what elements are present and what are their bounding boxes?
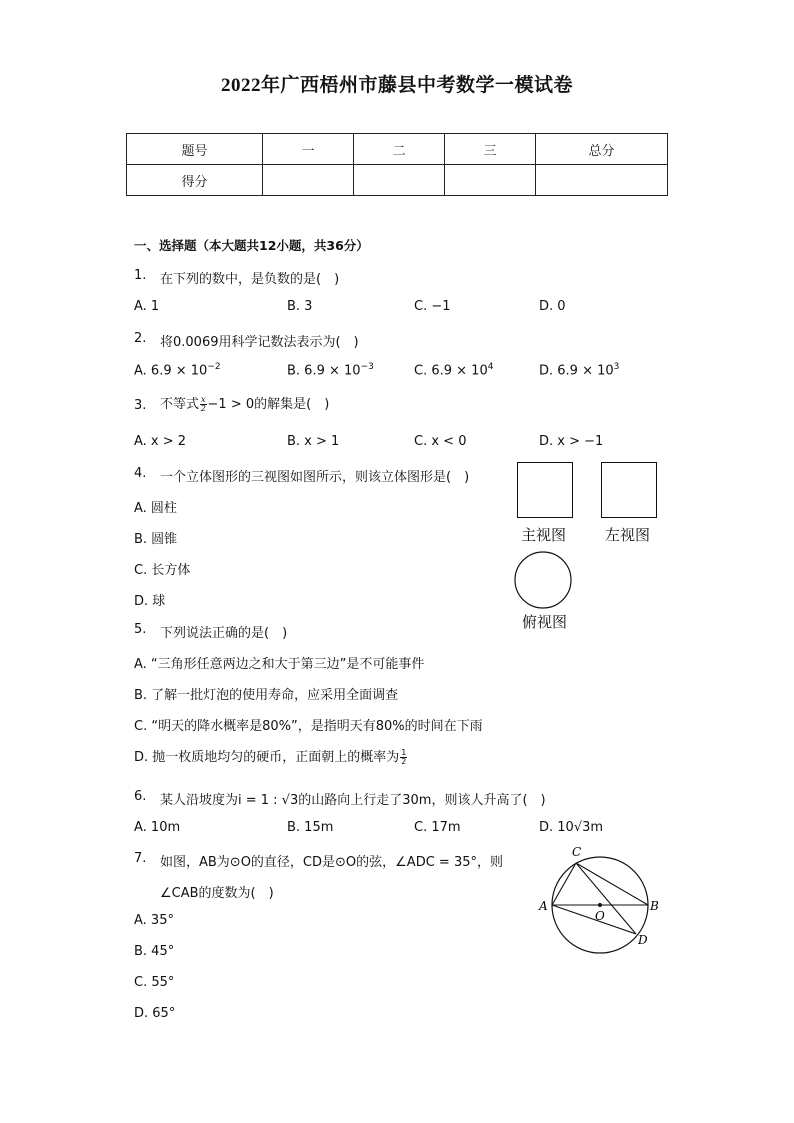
point-d-label: D (638, 933, 648, 947)
q7-option-b: B. 45° (134, 944, 175, 959)
q4-stem: 一个立体图形的三视图如图所示，则该立体图形是( ) (160, 470, 470, 485)
q4-option-d: D. 球 (134, 594, 166, 609)
center-dot (598, 903, 602, 907)
q1-option-a: A. 1 (134, 299, 160, 314)
q3-fraction-denominator: 2 (200, 404, 206, 413)
score-input-cell[interactable] (263, 165, 354, 196)
point-c-label: C (572, 845, 582, 859)
q5-option-d (134, 746, 408, 766)
q7-stem-line2: ∠CAB的度数为( ) (160, 886, 274, 901)
score-table-header-row (127, 134, 668, 165)
point-a-label: A (539, 899, 548, 913)
top-view-label: 俯视图 (522, 613, 568, 631)
q3-fraction-numerator: x (201, 395, 206, 404)
q5-stem: 下列说法正确的是( ) (160, 626, 288, 641)
score-header-cell: 总分 (536, 134, 668, 165)
left-view-square (601, 462, 657, 518)
score-input-cell[interactable] (536, 165, 668, 196)
q1-number: 1. (134, 268, 147, 283)
q5-d-numerator: 1 (401, 748, 407, 757)
q2-option-a (134, 362, 221, 378)
q5-d-text: D. 抛一枚质地均匀的硬币，正面朝上的概率为 (134, 750, 400, 765)
point-o-label: O (595, 909, 605, 923)
front-view-square (517, 462, 573, 518)
q1-option-b: B. 3 (287, 299, 313, 314)
q6-stem: 某人沿坡度为i = 1 : √3的山路向上行走了30m，则该人升高了( ) (160, 793, 546, 808)
q7-option-a: A. 35° (134, 913, 174, 928)
q5-option-b: B. 了解一批灯泡的使用寿命，应采用全面调查 (134, 688, 399, 703)
q2-b-exponent: −3 (360, 362, 374, 372)
q2-option-c (414, 362, 493, 378)
score-header-cell: 一 (263, 134, 354, 165)
top-view-circle (512, 549, 574, 611)
q1-stem: 在下列的数中，是负数的是( ) (160, 272, 340, 287)
q7-stem-line1: 如图，AB为⊙O的直径，CD是⊙O的弦，∠ADC = 35°，则 (160, 855, 503, 870)
score-input-cell[interactable] (445, 165, 536, 196)
q5-number: 5. (134, 622, 147, 637)
point-b-label: B (650, 899, 659, 913)
q2-c-exponent: 4 (487, 362, 494, 372)
score-table (126, 133, 668, 196)
q6-option-a: A. 10m (134, 820, 181, 835)
section-heading: 一、选择题（本大题共12小题，共36分） (134, 238, 369, 253)
q2-d-exponent: 3 (613, 362, 620, 372)
score-header-cell: 题号 (127, 134, 263, 165)
front-view-label: 主视图 (521, 526, 567, 544)
score-table-score-row (127, 165, 668, 196)
left-view-label: 左视图 (605, 526, 651, 544)
q5-option-a: A. “三角形任意两边之和大于第三边”是不可能事件 (134, 657, 425, 672)
q7-option-d: D. 65° (134, 1006, 176, 1021)
chord-ac (552, 863, 576, 905)
q2-b-base: B. 6.9 × 10 (287, 363, 361, 379)
score-header-cell: 二 (354, 134, 445, 165)
q2-stem: 将0.0069用科学记数法表示为( ) (160, 335, 359, 350)
q6-option-c: C. 17m (414, 820, 461, 835)
q2-a-exponent: −2 (207, 362, 221, 372)
score-header-cell: 三 (445, 134, 536, 165)
q3-fraction (200, 396, 207, 413)
q4-option-a: A. 圆柱 (134, 501, 177, 516)
q3-number: 3. (134, 398, 147, 413)
q3-option-d: D. x > −1 (539, 434, 604, 449)
page-title: 2022年广西梧州市藤县中考数学一模试卷 (220, 75, 573, 96)
q4-number: 4. (134, 466, 147, 481)
q1-option-d: D. 0 (539, 299, 566, 314)
q7-option-c: C. 55° (134, 975, 175, 990)
q2-option-d (539, 362, 619, 378)
q3-option-b: B. x > 1 (287, 434, 340, 449)
q5-d-fraction (400, 749, 407, 766)
q3-option-a: A. x > 2 (134, 434, 187, 449)
top-view-circle-shape (515, 552, 571, 608)
q6-option-d: D. 10√3m (539, 820, 604, 835)
score-row-label: 得分 (127, 165, 263, 196)
q2-d-base: D. 6.9 × 10 (539, 363, 614, 379)
score-input-cell[interactable] (354, 165, 445, 196)
q2-option-b (287, 362, 374, 378)
circle-geometry-figure (532, 840, 662, 960)
q3-stem-prefix: 不等式 (160, 397, 200, 412)
q6-number: 6. (134, 789, 147, 804)
q4-option-b: B. 圆锥 (134, 532, 178, 547)
q7-number: 7. (134, 851, 147, 866)
q4-option-c: C. 长方体 (134, 563, 191, 578)
q2-a-base: A. 6.9 × 10 (134, 363, 208, 379)
q5-option-c: C. “明天的降水概率是80%”，是指明天有80%的时间在下雨 (134, 719, 483, 734)
q5-d-denominator: 2 (401, 757, 407, 766)
q2-c-base: C. 6.9 × 10 (414, 363, 488, 379)
q3-stem (160, 393, 329, 413)
q3-stem-suffix: −1 > 0的解集是( ) (207, 397, 330, 412)
q6-option-b: B. 15m (287, 820, 334, 835)
q1-option-c: C. −1 (414, 299, 451, 314)
q2-number: 2. (134, 331, 147, 346)
q3-option-c: C. x < 0 (414, 434, 467, 449)
chord-cb (576, 863, 648, 905)
